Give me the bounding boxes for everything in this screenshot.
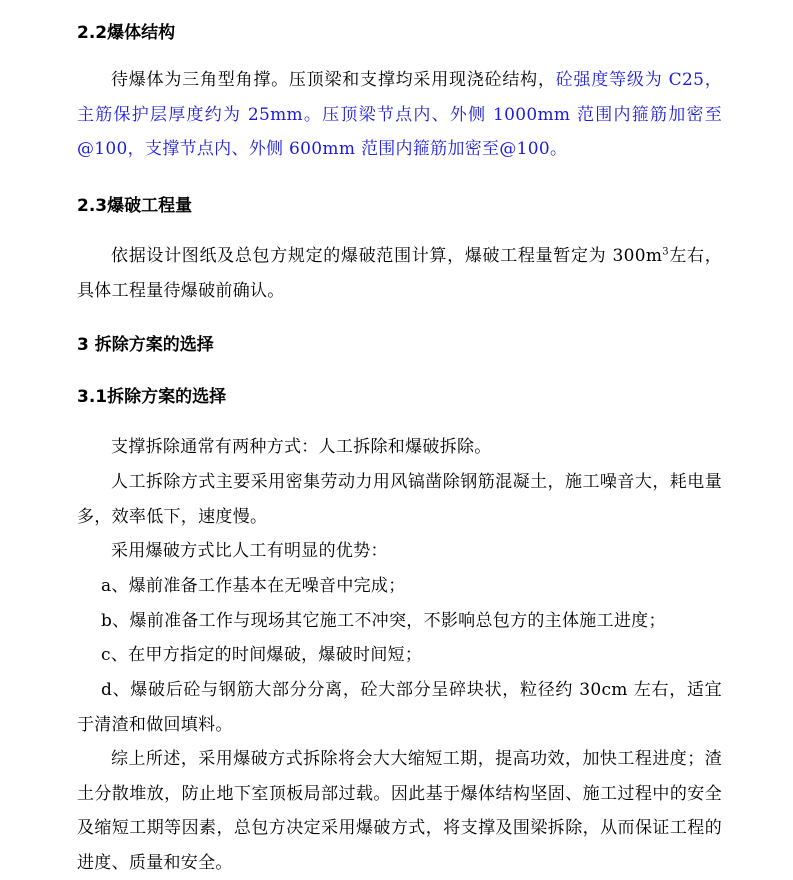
- list-item-b: b、爆前准备工作与现场其它施工不冲突，不影响总包方的主体施工进度；: [101, 611, 666, 631]
- section-3-1-paragraph-4: 综上所述，采用爆破方式拆除将会大大缩短工期，提高功效，加快工程进度；渣土分散堆放，防止地下室顶板局部过载。因此基于爆体结构坚固、施工过程中的安全及缩短工期等因素，总包方决定采用爆破方式，将支撑及围梁拆除，从而保证工程的进度、质量和安全。: [77, 749, 722, 873]
- section-3-heading: 3 拆除方案的选择: [77, 335, 214, 355]
- section-2-2-paragraph: [77, 63, 722, 167]
- section-2-3-text-before: 依据设计图纸及总包方规定的爆破范围计算，爆破工程量暂定为 300m: [111, 246, 663, 266]
- section-3-1-paragraph-1: 支撑拆除通常有两种方式：人工拆除和爆破拆除。: [111, 437, 492, 457]
- section-2-3-heading: 2.3爆破工程量: [77, 196, 193, 216]
- section-3-1-paragraph-2: 人工拆除方式主要采用密集劳动力用风镐凿除钢筋混凝土，施工噪音大，耗电量多，效率低下，速度慢。: [77, 472, 722, 527]
- section-2-3-paragraph: [77, 239, 722, 308]
- section-3-1-paragraph-3: 采用爆破方式比人工有明显的优势：: [111, 541, 388, 561]
- section-3-1-heading: 3.1拆除方案的选择: [77, 387, 227, 407]
- section-2-2-highlighted-text: 砼强度等级为 C25，主筋保护层厚度约为 25mm。压顶梁节点内、外侧 1000mm 范围内箍筋加密至@100，支撑节点内、外侧 600mm 范围内箍筋加密至@100。: [77, 70, 723, 159]
- section-2-3-text-after: 左右，具体工程量待爆破前确认。: [77, 246, 722, 301]
- list-item-a: a、爆前准备工作基本在无噪音中完成；: [101, 576, 406, 596]
- section-2-2-text: 待爆体为三角型角撑。压顶梁和支撑均采用现浇砼结构，: [111, 70, 556, 90]
- list-item-d: d、爆破后砼与钢筋大部分分离，砼大部分呈碎块状，粒径约 30cm 左右，适宜于清渣和做回填料。: [77, 680, 722, 735]
- list-item-c: c、在甲方指定的时间爆破，爆破时间短；: [101, 645, 423, 665]
- section-2-2-heading: 2.2爆体结构: [77, 23, 176, 43]
- cubic-superscript: 3: [662, 246, 669, 258]
